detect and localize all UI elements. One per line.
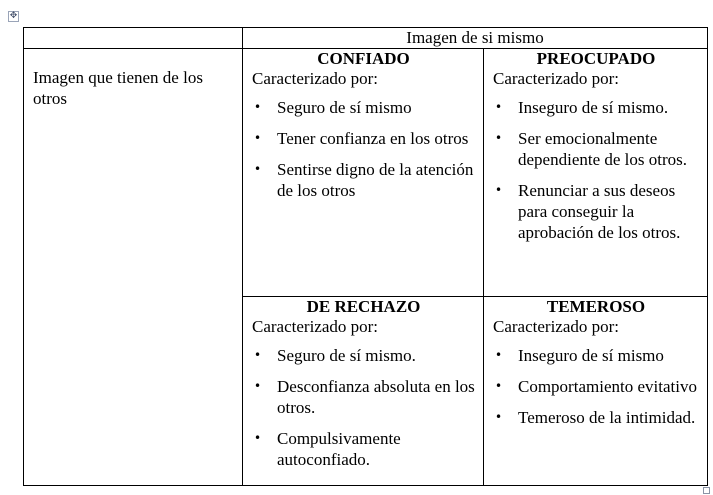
- list-item-text: Renunciar a sus deseos para conseguir la aprobación de los otros.: [518, 181, 681, 242]
- table-header: Imagen de si mismo: [243, 28, 708, 49]
- list-item-text: Compulsivamente autoconfiado.: [277, 429, 401, 469]
- bullet-icon: •: [495, 100, 503, 114]
- quadrant-title: DE RECHAZO: [306, 297, 421, 316]
- bullet-icon: •: [495, 348, 503, 362]
- bullet-icon: •: [254, 162, 262, 176]
- bullet-icon: •: [495, 379, 503, 393]
- list-item-text: Sentirse digno de la atención de los otros: [277, 160, 474, 200]
- bullet-icon: •: [254, 348, 262, 362]
- quadrant-confiado: [243, 49, 484, 297]
- list-item: [252, 376, 475, 418]
- list-item: [252, 159, 475, 201]
- list-item: [252, 97, 475, 118]
- list-item: [493, 407, 699, 428]
- quadrant-title: PREOCUPADO: [536, 49, 656, 68]
- quadrant-intro: Caracterizado por:: [493, 69, 620, 88]
- bullet-icon: •: [254, 131, 262, 145]
- bullet-icon: •: [254, 100, 262, 114]
- list-item-text: Tener confianza en los otros: [277, 129, 469, 148]
- list-item-text: Inseguro de sí mismo: [518, 346, 664, 365]
- table-move-handle-icon[interactable]: ✥: [9, 11, 18, 21]
- trait-list: [493, 345, 699, 428]
- quadrant-temeroso: [484, 297, 708, 486]
- trait-list: [252, 345, 475, 470]
- table-resize-handle-icon[interactable]: [703, 487, 710, 494]
- list-item: [493, 180, 699, 243]
- row-label: Imagen que tienen de los otros: [24, 49, 243, 486]
- quadrant-intro: Caracterizado por:: [252, 317, 379, 336]
- list-item-text: Desconfianza absoluta en los otros.: [277, 377, 475, 417]
- empty-corner-cell: [24, 28, 243, 49]
- list-item: [252, 428, 475, 470]
- trait-list: [493, 97, 699, 243]
- list-item: [493, 128, 699, 170]
- quadrant-title: TEMEROSO: [546, 297, 646, 316]
- list-item-text: Seguro de sí mismo.: [277, 346, 416, 365]
- trait-list: [252, 97, 475, 201]
- list-item-text: Ser emocionalmente dependiente de los otros.: [518, 129, 688, 169]
- list-item-text: Seguro de sí mismo: [277, 98, 412, 117]
- bullet-icon: •: [254, 379, 262, 393]
- list-item: [493, 97, 699, 118]
- bullet-icon: •: [495, 183, 503, 197]
- list-item: [252, 345, 475, 366]
- quadrant-preocupado: [484, 49, 708, 297]
- list-item-text: Temeroso de la intimidad.: [518, 408, 696, 427]
- bullet-icon: •: [495, 410, 503, 424]
- attachment-table: [23, 27, 708, 486]
- bullet-icon: •: [254, 431, 262, 445]
- quadrant-title: CONFIADO: [317, 49, 410, 68]
- list-item-text: Comportamiento evitativo: [518, 377, 697, 396]
- quadrant-intro: Caracterizado por:: [493, 317, 620, 336]
- quadrant-de-rechazo: [243, 297, 484, 486]
- list-item-text: Inseguro de sí mismo.: [518, 98, 669, 117]
- list-item: [493, 376, 699, 397]
- list-item: [252, 128, 475, 149]
- quadrant-intro: Caracterizado por:: [252, 69, 379, 88]
- list-item: [493, 345, 699, 366]
- bullet-icon: •: [495, 131, 503, 145]
